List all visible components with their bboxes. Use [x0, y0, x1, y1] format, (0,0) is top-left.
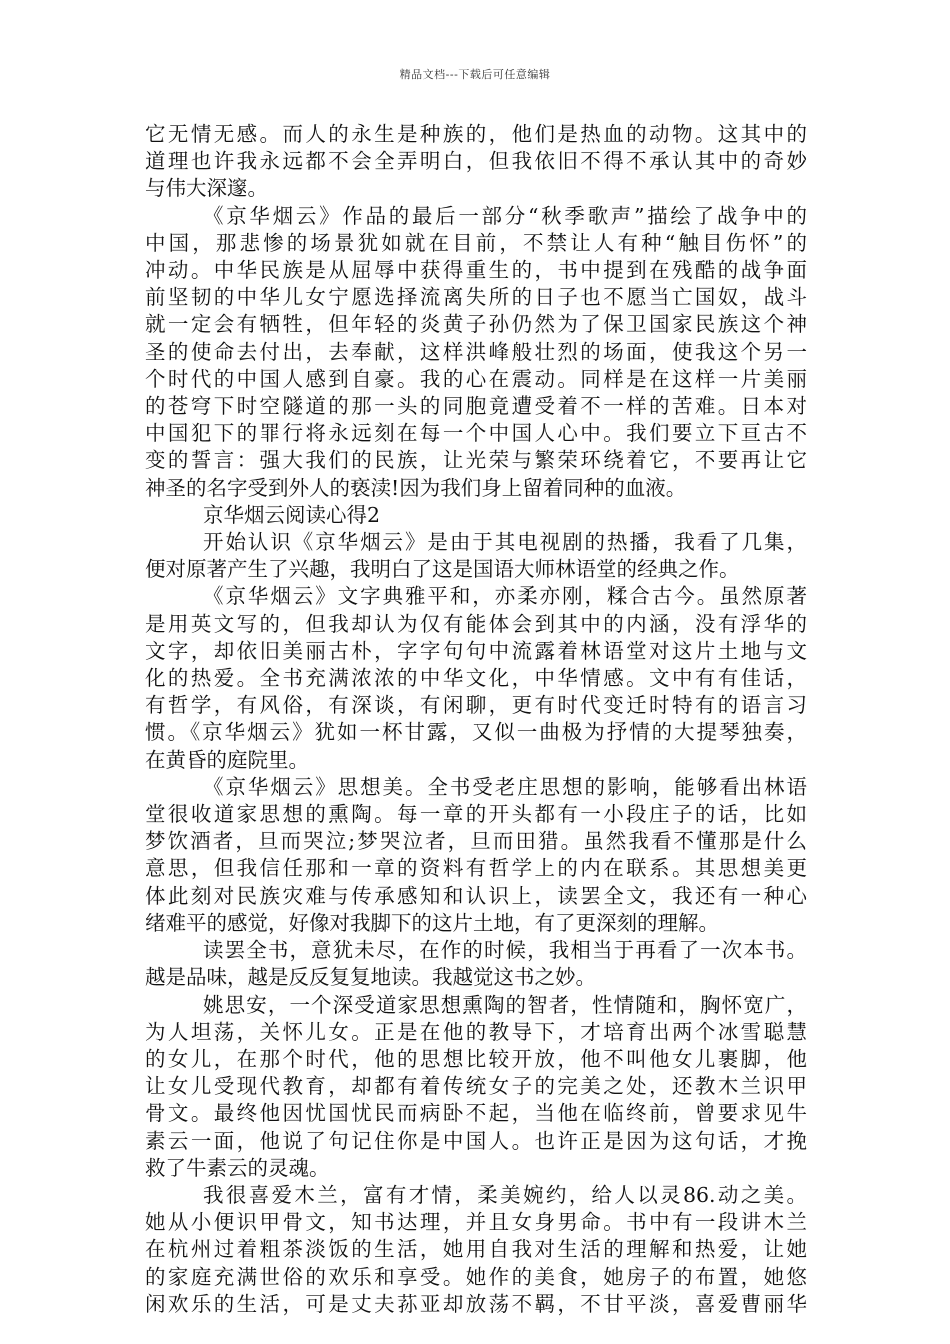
text-line: 圣的使命去付出，去奉献，这样洪峰般壮烈的场面，使我这个另一 [145, 339, 807, 364]
text-line: 冲动。中华民族是从屈辱中获得重生的，书中提到在残酷的战争面 [145, 258, 807, 283]
text-line: 神圣的名字受到外人的亵渎!因为我们身上留着同种的血液。 [145, 475, 687, 500]
text-line: 体此刻对民族灾难与传承感知和认识上，读罢全文，我还有一种心 [145, 883, 807, 908]
text-line: 素云一面，他说了句记住你是中国人。也许正是因为这句话，才挽 [145, 1128, 807, 1153]
text-line: 是用英文写的，但我却认为仅有能体会到其中的内涵，没有浮华的 [145, 611, 807, 636]
text-line: 姚思安，一个深受道家思想熏陶的智者，性情随和，胸怀宽广， [203, 992, 807, 1017]
text-line: 越是品味，越是反反复复地读。我越觉这书之妙。 [145, 965, 596, 990]
text-line: 堂很收道家思想的熏陶。每一章的开头都有一小段庄子的话，比如 [145, 802, 807, 827]
text-line: 就一定会有牺牲，但年轻的炎黄子孙仍然为了保卫国家民族这个神 [145, 312, 807, 337]
text-line: 前坚韧的中华儿女宁愿选择流离失所的日子也不愿当亡国奴，战斗 [145, 285, 807, 310]
text-line: 开始认识《京华烟云》是由于其电视剧的热播，我看了几集， [203, 530, 807, 555]
text-line: 便对原著产生了兴趣，我明白了这是国语大师林语堂的经典之作。 [145, 557, 740, 582]
text-line: 救了牛素云的灵魂。 [145, 1155, 330, 1180]
text-line: 变的誓言：强大我们的民族，让光荣与繁荣环绕着它，不要再让它 [145, 448, 807, 473]
text-line: 个时代的中国人感到自豪。我的心在震动。同样是在这样一片美丽 [145, 366, 807, 391]
text-line: 她从小便识甲骨文，知书达理，并且女身男命。书中有一段讲木兰 [145, 1210, 807, 1235]
text-line: 骨文。最终他因忧国忧民而病卧不起，当他在临终前，曾要求见牛 [145, 1101, 807, 1126]
text-line: 的家庭充满世俗的欢乐和享受。她作的美食，她房子的布置，她悠 [145, 1264, 807, 1289]
text-line: 让女儿受现代教育，却都有着传统女子的完美之处，还教木兰识甲 [145, 1074, 807, 1099]
text-line: 中国犯下的罪行将永远刻在每一个中国人心中。我们要立下亘古不 [145, 421, 807, 446]
text-line: 《京华烟云》文字典雅平和，亦柔亦刚，糅合古今。虽然原著 [203, 584, 807, 609]
page-header: 精品文档---下载后可任意编辑 [399, 68, 551, 81]
text-line: 它无情无感。而人的永生是种族的，他们是热血的动物。这其中的 [145, 122, 807, 146]
text-line: 在杭州过着粗茶淡饭的生活，她用自我对生活的理解和热爱，让她 [145, 1237, 807, 1262]
text-line: 《京华烟云》作品的最后一部分“秋季歌声”描绘了战争中的 [203, 203, 807, 228]
text-line: 我很喜爱木兰，富有才情，柔美婉约，给人以灵86.动之美。 [203, 1182, 807, 1207]
text-line: 京华烟云阅读心得2 [203, 502, 381, 527]
document-body [145, 121, 807, 1318]
text-line: 与伟大深邃。 [145, 176, 268, 201]
text-line: 道理也许我永远都不会全弄明白，但我依旧不得不承认其中的奇妙 [145, 149, 807, 174]
text-line: 有哲学，有风俗，有深谈，有闲聊，更有时代变迁时特有的语言习 [145, 693, 807, 718]
text-line: 读罢全书，意犹未尽，在作的时候，我相当于再看了一次本书。 [203, 938, 807, 963]
text-line: 意思，但我信任那和一章的资料有哲学上的内在联系。其思想美更 [145, 856, 807, 881]
text-line: 惯。《京华烟云》犹如一杯甘露，又似一曲极为抒情的大提琴独奏， [145, 720, 807, 745]
text-line: 的女儿，在那个时代，他的思想比较开放，他不叫他女儿裹脚，他 [145, 1046, 807, 1071]
text-line: 《京华烟云》思想美。全书受老庄思想的影响，能够看出林语 [203, 774, 807, 799]
text-line: 梦饮酒者，旦而哭泣;梦哭泣者，旦而田猎。虽然我看不懂那是什么 [145, 829, 807, 854]
text-line: 绪难平的感觉，好像对我脚下的这片土地，有了更深刻的理解。 [145, 910, 719, 935]
text-line: 文字，却依旧美丽古朴，字字句句中流露着林语堂对这片土地与文 [145, 638, 807, 663]
text-line: 为人坦荡，关怀儿女。正是在他的教导下，才培育出两个冰雪聪慧 [145, 1019, 807, 1044]
text-line: 闲欢乐的生活，可是丈夫荪亚却放荡不羁，不甘平淡，喜爱曹丽华 [145, 1291, 807, 1316]
text-line: 的苍穹下时空隧道的那一头的同胞竟遭受着不一样的苦难。日本对 [145, 394, 807, 419]
text-line: 在黄昏的庭院里。 [145, 747, 309, 772]
text-line: 化的热爱。全书充满浓浓的中华文化，中华情感。文中有有佳话， [145, 666, 807, 691]
text-line: 中国，那悲惨的场景犹如就在目前，不禁让人有种“触目伤怀”的 [145, 230, 807, 255]
